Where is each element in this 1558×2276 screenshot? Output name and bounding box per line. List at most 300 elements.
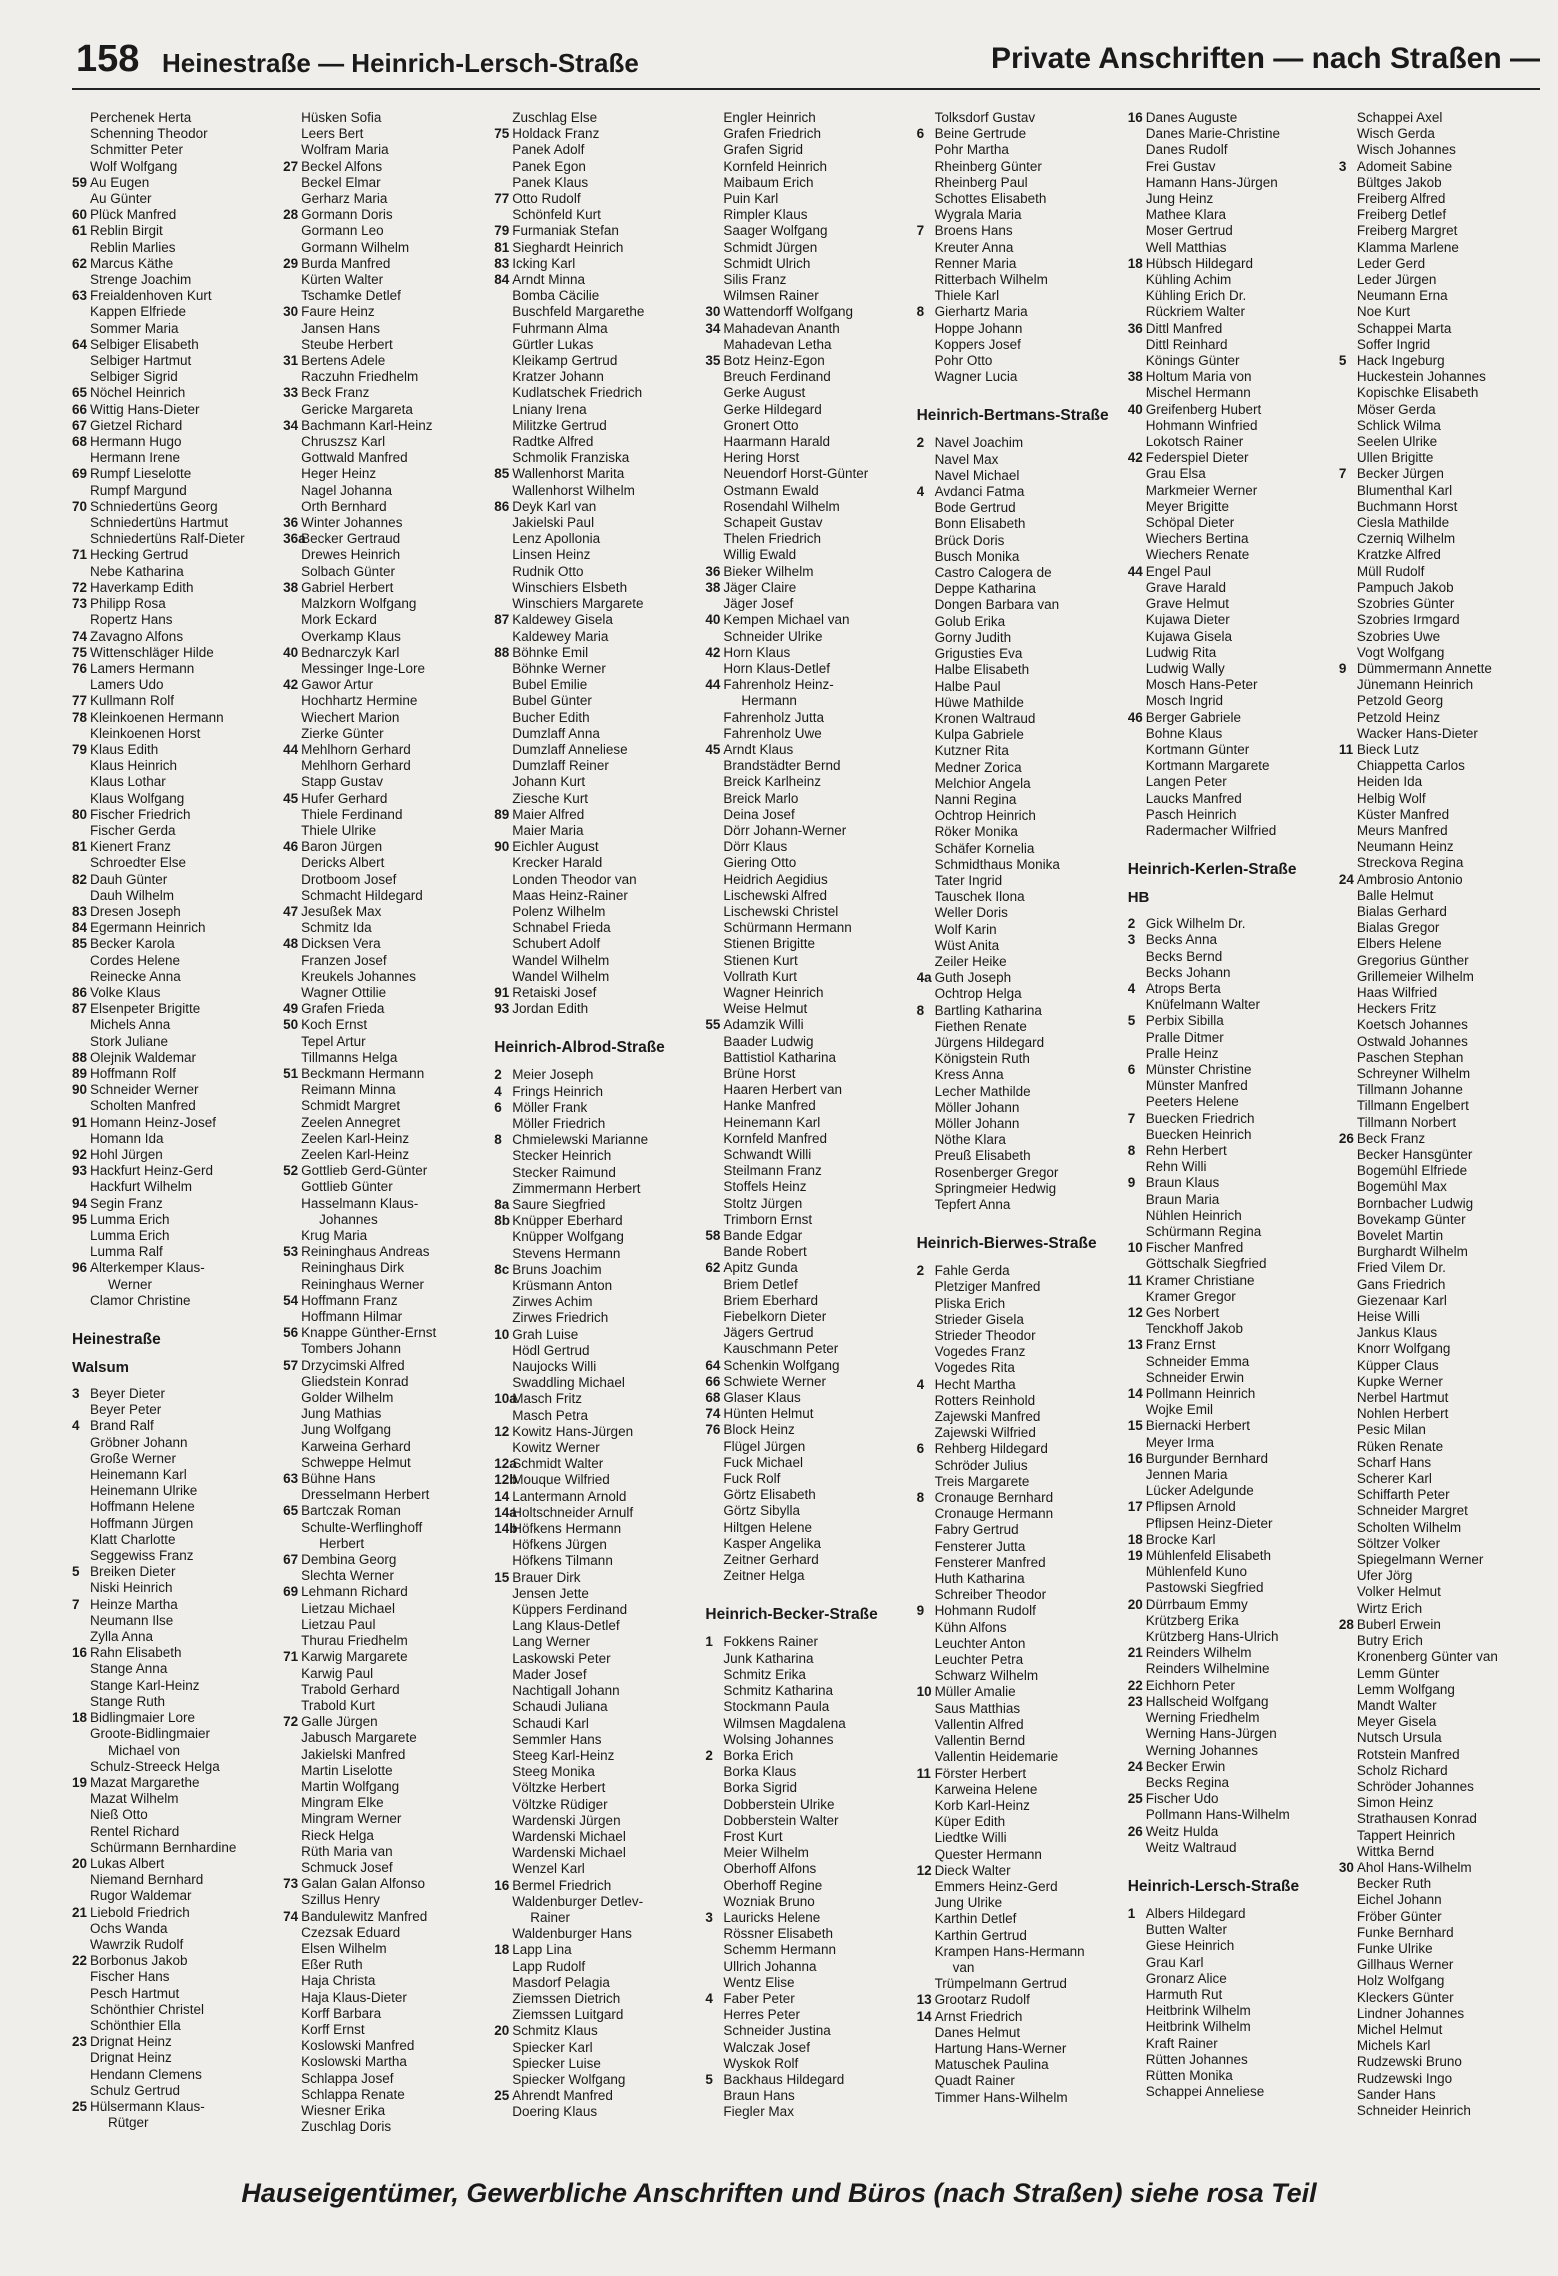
resident-entry: [283, 1439, 486, 1455]
resident-entry: [705, 742, 908, 758]
resident-name: Wiechert Marion: [301, 709, 400, 725]
resident-entry: [494, 434, 697, 450]
resident-name: Laskowski Peter: [512, 1650, 611, 1666]
resident-entry: [494, 677, 697, 693]
resident-name: Borbonus Jakob: [90, 1953, 188, 1969]
resident-name: Wardenski Jürgen: [512, 1812, 621, 1828]
resident-name: Knorr Wolfgang: [1356, 1341, 1451, 1357]
resident-name: Martin Liselotte: [301, 1762, 393, 1778]
resident-name: Plück Manfred: [90, 207, 177, 223]
resident-name: Schöpal Dieter: [1145, 515, 1235, 531]
resident-entry: [705, 726, 908, 742]
resident-name: Tenckhoff Jakob: [1145, 1321, 1244, 1337]
resident-name: Frost Kurt: [723, 1828, 783, 1844]
resident-entry: [917, 304, 1120, 320]
resident-name: Werner: [108, 1276, 153, 1292]
resident-entry: [705, 1813, 908, 1829]
resident-entry: [494, 321, 697, 337]
resident-entry: [917, 1555, 1120, 1571]
resident-entry: [917, 1019, 1120, 1035]
resident-name: Tolksdorf Gustav: [934, 110, 1036, 125]
resident-entry: [72, 726, 275, 742]
house-number: 82: [72, 871, 88, 887]
resident-name: Bovekamp Günter: [1356, 1211, 1466, 1227]
resident-name: Gietzel Richard: [90, 417, 183, 433]
resident-entry: [1339, 191, 1542, 207]
resident-name: Beine Gertrude: [934, 126, 1027, 142]
resident-name: Sieghardt Heinrich: [512, 239, 624, 255]
resident-name: Mehlhorn Gerhard: [301, 758, 411, 774]
resident-entry: [705, 515, 908, 531]
resident-entry: [1128, 1645, 1331, 1661]
resident-name: Bande Edgar: [723, 1228, 803, 1244]
resident-entry: [283, 1795, 486, 1811]
resident-name: Nohlen Herbert: [1356, 1406, 1449, 1422]
resident-entry: [494, 1213, 697, 1229]
resident-entry: [494, 466, 697, 482]
resident-name: Halbe Elisabeth: [934, 662, 1030, 678]
resident-name: Lang Klaus-Detlef: [512, 1618, 620, 1634]
house-number: 90: [72, 1082, 88, 1098]
house-number: 79: [72, 741, 88, 757]
resident-entry: [705, 1374, 908, 1390]
resident-name: Ambrosio Antonio: [1356, 871, 1463, 887]
resident-entry: [1128, 369, 1331, 385]
resident-entry: [494, 1942, 697, 1958]
resident-entry: [494, 159, 697, 175]
resident-entry: [1128, 1208, 1331, 1224]
resident-name: Dauh Wilhelm: [90, 887, 175, 903]
resident-entry: [72, 385, 275, 401]
resident-name: Hohmann Rudolf: [934, 1603, 1036, 1619]
resident-entry: [1339, 223, 1542, 239]
resident-name: Trabold Gerhard: [301, 1681, 400, 1697]
resident-name: Hecking Gertrud: [90, 547, 189, 563]
resident-entry: [917, 1863, 1120, 1879]
resident-name: Tauschek Ilona: [934, 889, 1025, 905]
resident-name: Glaser Klaus: [723, 1390, 801, 1406]
resident-entry: [917, 1928, 1120, 1944]
resident-entry: [72, 1260, 275, 1276]
house-number: 14: [916, 2008, 932, 2024]
house-number: 8b: [494, 1213, 511, 1229]
resident-name: Bidlingmaier Lore: [90, 1710, 196, 1726]
resident-entry: [705, 807, 908, 823]
resident-name: Heinemann Karl: [90, 1467, 187, 1483]
house-number: 8: [916, 1490, 925, 1506]
house-number: 64: [705, 1357, 721, 1373]
resident-name: Bermel Friedrich: [512, 1877, 612, 1893]
resident-entry: [1339, 2054, 1542, 2070]
resident-name: Masch Fritz: [512, 1391, 583, 1407]
resident-entry: [705, 191, 908, 207]
resident-name: Brüne Horst: [723, 1065, 796, 1081]
resident-name: Bialas Gregor: [1356, 920, 1440, 936]
resident-name: Au Eugen: [90, 174, 150, 190]
resident-name: Rosendahl Wilhelm: [723, 498, 840, 514]
resident-entry: [283, 1455, 486, 1471]
resident-name: Lang Werner: [512, 1634, 591, 1650]
resident-entry: [72, 207, 275, 223]
resident-entry: [72, 1499, 275, 1515]
resident-name: Lehmann Richard: [301, 1584, 408, 1600]
resident-entry: [283, 1763, 486, 1779]
resident-name: Kujawa Gisela: [1145, 628, 1232, 644]
house-number: 7: [1127, 1110, 1136, 1126]
resident-entry: [72, 1532, 275, 1548]
resident-entry: [1339, 2022, 1542, 2038]
resident-entry: [72, 1856, 275, 1872]
resident-entry: [705, 1098, 908, 1114]
resident-name: Nieß Otto: [90, 1807, 148, 1823]
resident-entry: [705, 1797, 908, 1813]
resident-name: Weitz Hulda: [1145, 1823, 1219, 1839]
directory-column: [705, 110, 908, 2150]
resident-name: Deyk Karl van: [512, 498, 597, 514]
resident-name: Mosch Ingrid: [1145, 693, 1223, 709]
resident-name: Johannes: [319, 1211, 378, 1227]
resident-entry: [917, 1733, 1120, 1749]
resident-entry: [72, 223, 275, 239]
house-number: 12a: [494, 1456, 517, 1472]
resident-entry: [917, 630, 1120, 646]
resident-name: Buecken Heinrich: [1145, 1126, 1252, 1142]
resident-entry: [494, 175, 697, 191]
resident-entry: [72, 936, 275, 952]
house-number: 21: [72, 1904, 88, 1920]
house-number: 3: [72, 1386, 80, 1402]
house-number: 11: [1127, 1272, 1142, 1288]
resident-name: Pastowski Siegfried: [1145, 1580, 1264, 1596]
resident-entry: [1339, 888, 1542, 904]
house-number: 75: [72, 644, 88, 660]
resident-entry: [283, 1050, 486, 1066]
resident-entry: [72, 1179, 275, 1195]
house-number: 40: [283, 644, 299, 660]
resident-name: Maier Maria: [512, 822, 584, 838]
resident-name: Jäger Josef: [723, 596, 794, 612]
resident-entry: [494, 726, 697, 742]
resident-entry: [72, 547, 275, 563]
resident-entry: [917, 191, 1120, 207]
resident-name: Hoffmann Franz: [301, 1292, 398, 1308]
resident-name: Rüken Renate: [1356, 1438, 1444, 1454]
resident-name: Ullrich Johanna: [723, 1958, 817, 1974]
resident-entry: [72, 1807, 275, 1823]
house-number: 30: [1338, 1859, 1354, 1875]
resident-name: Melchior Angela: [934, 775, 1031, 791]
resident-name: Pohr Otto: [934, 353, 993, 369]
resident-entry: [72, 1147, 275, 1163]
resident-name: Drewes Heinrich: [301, 547, 401, 563]
resident-entry: [1339, 1196, 1542, 1212]
house-number: 1: [705, 1634, 713, 1650]
resident-name: Rheinberg Paul: [934, 174, 1028, 190]
resident-entry: [283, 1617, 486, 1633]
resident-entry: [1339, 1017, 1542, 1033]
resident-entry: [72, 499, 275, 515]
resident-entry: [283, 1828, 486, 1844]
directory-column: [1128, 110, 1331, 2150]
resident-name: Krützberg Erika: [1145, 1612, 1239, 1628]
directory-column: [494, 110, 697, 2150]
resident-entry: [1339, 1131, 1542, 1147]
resident-entry: [283, 110, 486, 126]
resident-name: Karweina Gerhard: [301, 1438, 411, 1454]
resident-name: Tepel Artur: [301, 1033, 366, 1049]
resident-entry: [283, 1260, 486, 1276]
resident-entry: [494, 693, 697, 709]
resident-entry: [1128, 1564, 1331, 1580]
resident-entry: [917, 337, 1120, 353]
resident-entry: [917, 2057, 1120, 2073]
resident-entry: [72, 1564, 275, 1580]
resident-name: Mouque Wilfried: [512, 1472, 610, 1488]
resident-name: Klaus Edith: [90, 741, 159, 757]
resident-entry: [72, 1743, 275, 1759]
resident-entry: [283, 2103, 486, 2119]
resident-entry: [705, 240, 908, 256]
resident-entry: [705, 1196, 908, 1212]
resident-name: Gronert Otto: [723, 417, 799, 433]
resident-entry: [494, 1716, 697, 1732]
resident-entry: [283, 1957, 486, 1973]
house-number: 3: [1127, 932, 1136, 948]
resident-name: Knappe Günther-Ernst: [301, 1325, 437, 1341]
resident-name: Lantermann Arnold: [512, 1488, 627, 1504]
resident-name: Bültges Jakob: [1356, 174, 1442, 190]
resident-name: Meier Joseph: [512, 1067, 594, 1083]
house-number: 85: [494, 466, 510, 482]
resident-name: Lietzau Michael: [301, 1600, 395, 1616]
resident-entry: [917, 435, 1120, 451]
resident-name: Könings Günter: [1145, 353, 1240, 369]
resident-entry: [283, 969, 486, 985]
resident-name: Strathausen Konrad: [1356, 1811, 1477, 1827]
resident-name: Strieder Gisela: [934, 1311, 1024, 1327]
resident-name: Deina Josef: [723, 806, 795, 822]
resident-entry: [1128, 677, 1331, 693]
resident-entry: [72, 1840, 275, 1856]
resident-entry: [705, 1422, 908, 1438]
resident-entry: [72, 304, 275, 320]
resident-name: Puin Karl: [723, 191, 779, 207]
resident-entry: [283, 710, 486, 726]
resident-name: Koch Ernst: [301, 1017, 368, 1033]
resident-name: Mischel Hermann: [1145, 385, 1251, 401]
resident-entry: [494, 1780, 697, 1796]
house-number: 21: [1127, 1645, 1143, 1661]
resident-entry: [72, 1163, 275, 1179]
resident-entry: [1339, 337, 1542, 353]
resident-entry: [1339, 515, 1542, 531]
resident-entry: [283, 288, 486, 304]
resident-name: Messinger Inge-Lore: [301, 660, 425, 676]
resident-name: Ritterbach Wilhelm: [934, 272, 1048, 288]
house-number: 86: [72, 984, 88, 1000]
resident-name: Meyer Gisela: [1356, 1714, 1437, 1730]
house-number: 22: [72, 1953, 88, 1969]
house-number: 36: [1127, 320, 1143, 336]
resident-entry: [494, 1327, 697, 1343]
resident-name: Heinze Martha: [90, 1596, 178, 1612]
house-number: 8: [916, 304, 925, 320]
resident-name: Lokotsch Rainer: [1145, 434, 1244, 450]
house-number: 57: [283, 1357, 299, 1373]
resident-name: Helbig Wolf: [1356, 790, 1426, 806]
resident-entry: [1128, 1987, 1331, 2003]
resident-entry: [494, 1829, 697, 1845]
resident-entry: [917, 1506, 1120, 1522]
resident-entry: [72, 693, 275, 709]
resident-name: Wiechers Renate: [1145, 547, 1250, 563]
resident-entry: [917, 1084, 1120, 1100]
resident-entry: [1128, 321, 1331, 337]
resident-entry: [705, 1780, 908, 1796]
resident-name: Wirtz Erich: [1356, 1600, 1423, 1616]
resident-name: Krug Maria: [301, 1228, 368, 1244]
resident-name: Nerbel Hartmut: [1356, 1390, 1449, 1406]
resident-entry: [72, 1386, 275, 1402]
resident-name: Werning Hans-Jürgen: [1145, 1726, 1277, 1742]
resident-entry: [705, 369, 908, 385]
resident-name: van: [952, 1959, 975, 1975]
resident-name: Grah Luise: [512, 1326, 579, 1342]
resident-name: Gerharz Maria: [301, 191, 388, 207]
resident-name: Jordan Edith: [512, 1001, 589, 1017]
resident-entry: [1128, 1906, 1331, 1922]
resident-name: Wittenschläger Hilde: [90, 644, 214, 660]
resident-name: Seelen Ulrike: [1356, 434, 1438, 450]
resident-entry: [72, 1726, 275, 1742]
resident-name: Kaldewey Gisela: [512, 612, 613, 628]
resident-entry: [1128, 2068, 1331, 2084]
resident-name: Galan Galan Alfonso: [301, 1876, 425, 1892]
resident-entry: [283, 1730, 486, 1746]
resident-name: Gormann Leo: [301, 223, 384, 239]
resident-entry: [705, 126, 908, 142]
resident-entry: [283, 742, 486, 758]
resident-name: Küster Manfred: [1356, 806, 1450, 822]
resident-name: Ziesche Kurt: [512, 790, 589, 806]
house-number: 6: [1127, 1061, 1136, 1077]
resident-name: Holtum Maria von: [1145, 369, 1252, 385]
resident-name: Trimborn Ernst: [723, 1211, 813, 1227]
resident-name: Vogt Wolfgang: [1356, 644, 1445, 660]
resident-name: Hohmann Winfried: [1145, 417, 1258, 433]
house-number: 4a: [916, 970, 932, 986]
resident-entry: [1339, 1682, 1542, 1698]
resident-entry: [72, 240, 275, 256]
resident-entry: [72, 1661, 275, 1677]
resident-entry: [705, 872, 908, 888]
resident-entry: [1128, 1613, 1331, 1629]
resident-entry: [1339, 1649, 1542, 1665]
resident-name: Mader Josef: [512, 1666, 587, 1682]
resident-entry: [705, 256, 908, 272]
resident-name: Briem Detlef: [723, 1276, 798, 1292]
resident-entry: [494, 1813, 697, 1829]
resident-name: Münster Christine: [1145, 1061, 1252, 1077]
street-heading: Heinrich-Lersch-Straße: [1127, 1877, 1300, 1895]
resident-name: Spiecker Luise: [512, 2055, 601, 2071]
resident-entry: [283, 159, 486, 175]
resident-entry: [494, 240, 697, 256]
resident-entry: [917, 1668, 1120, 1684]
resident-entry: [1128, 1192, 1331, 1208]
resident-name: Hallscheid Wolfgang: [1145, 1693, 1269, 1709]
resident-name: Steeg Karl-Heinz: [512, 1747, 615, 1763]
resident-name: Wagner Lucia: [934, 369, 1018, 385]
resident-name: Bande Robert: [723, 1244, 807, 1260]
resident-entry: [1339, 2087, 1542, 2103]
resident-entry: [494, 2023, 697, 2039]
resident-entry: [494, 985, 697, 1001]
house-number: 4: [1127, 980, 1136, 996]
resident-entry: [494, 1359, 697, 1375]
resident-name: Freiberg Margret: [1356, 223, 1458, 239]
resident-entry: [917, 1895, 1120, 1911]
house-number: 68: [72, 434, 88, 450]
resident-name: Golub Erika: [934, 613, 1006, 629]
resident-name: Stienen Brigitte: [723, 936, 815, 952]
resident-entry: [72, 1759, 275, 1775]
resident-entry: [494, 1797, 697, 1813]
resident-entry: [72, 710, 275, 726]
resident-name: Kronen Waltraud: [934, 710, 1036, 726]
resident-name: Borka Klaus: [723, 1764, 797, 1780]
resident-name: Bühne Hans: [301, 1471, 376, 1487]
resident-name: Soffer Ingrid: [1356, 336, 1431, 352]
resident-entry: [1339, 1374, 1542, 1390]
resident-name: Lapp Lina: [512, 1942, 572, 1958]
resident-name: Schlick Wilma: [1356, 417, 1441, 433]
resident-name: Mazat Margarethe: [90, 1774, 200, 1790]
resident-entry: [1339, 1034, 1542, 1050]
resident-name: Becker Karola: [90, 936, 175, 952]
resident-entry: [1339, 791, 1542, 807]
resident-name: Quadt Rainer: [934, 2073, 1015, 2089]
resident-name: Bieck Lutz: [1356, 741, 1420, 757]
resident-entry: [1339, 953, 1542, 969]
resident-entry: [917, 581, 1120, 597]
resident-name: Szobries Uwe: [1356, 628, 1441, 644]
resident-name: Lapp Rudolf: [512, 1958, 586, 1974]
resident-entry: [1339, 629, 1542, 645]
house-number: 22: [1127, 1677, 1143, 1693]
resident-name: Rehn Willi: [1145, 1159, 1207, 1175]
resident-name: Wojke Emil: [1145, 1402, 1213, 1418]
resident-entry: [705, 402, 908, 418]
resident-name: Görtz Sibylla: [723, 1503, 800, 1519]
resident-entry: [283, 1909, 486, 1925]
resident-entry: [283, 466, 486, 482]
resident-name: Küppers Ferdinand: [512, 1602, 628, 1618]
resident-entry: [705, 1748, 908, 1764]
resident-entry: [1339, 1844, 1542, 1860]
resident-name: Gregorius Günther: [1356, 952, 1469, 968]
resident-name: Brandstädter Bernd: [723, 758, 841, 774]
resident-name: Kress Anna: [934, 1067, 1004, 1083]
resident-entry: [917, 240, 1120, 256]
house-number: 14b: [494, 1521, 518, 1537]
resident-name: Pflipsen Arnold: [1145, 1499, 1236, 1515]
resident-name: Vollrath Kurt: [723, 968, 797, 984]
resident-name: Wagner Heinrich: [723, 984, 824, 1000]
resident-entry: [705, 1131, 908, 1147]
house-number: 14a: [494, 1504, 517, 1520]
resident-entry: [1339, 807, 1542, 823]
